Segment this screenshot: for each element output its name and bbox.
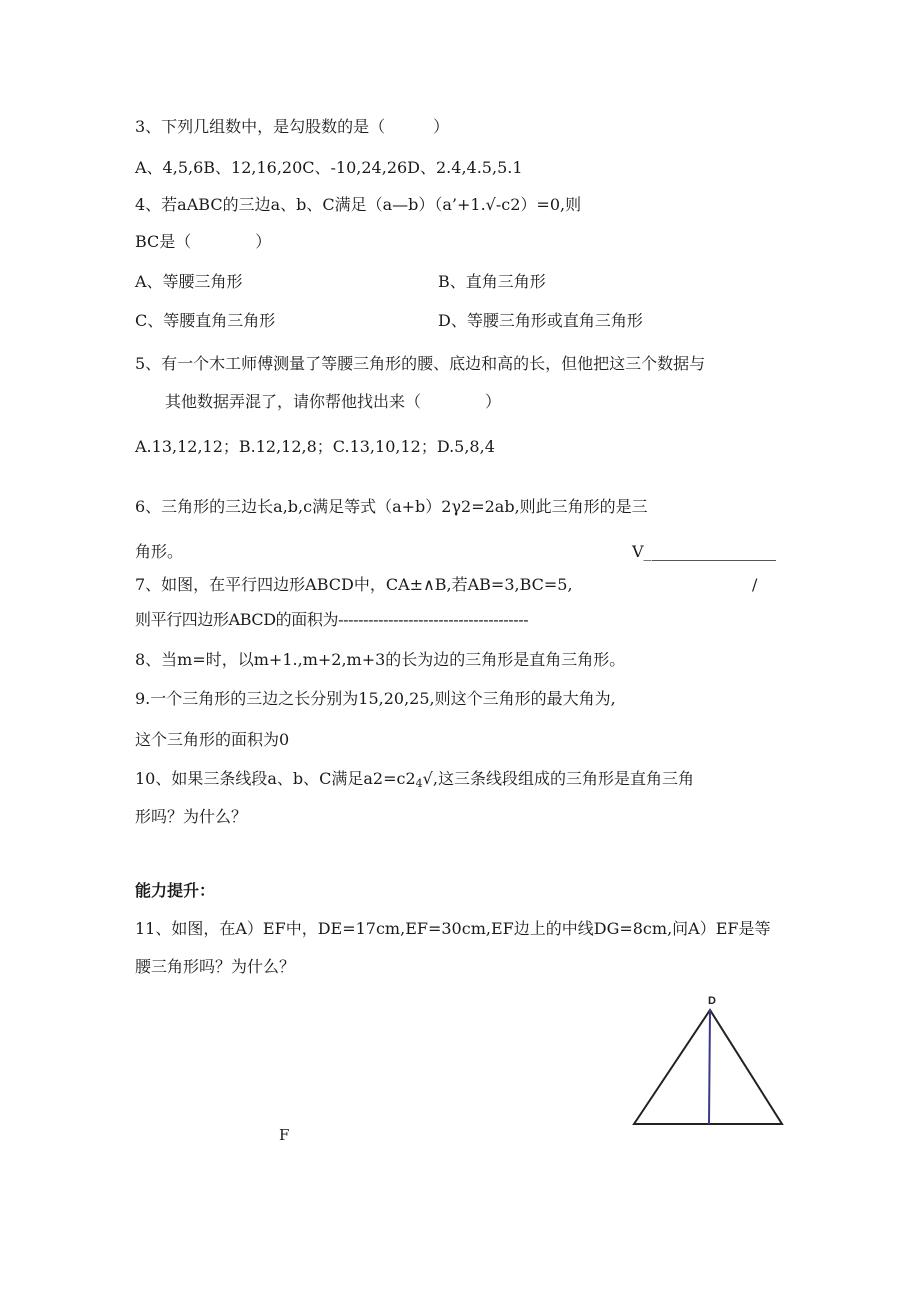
- q5-options: A.13,12,12；B.12,12,8；C.13,10,12；D.5,8,4: [135, 437, 495, 456]
- q8-stem: 8、当m=时，以m+1.,m+2,m+3的长为边的三角形是直角三角形。: [135, 650, 626, 669]
- q6-answer-mark: V_: [632, 542, 652, 561]
- q5-stem: 5、有一个木工师傅测量了等腰三角形的腰、底边和高的长，但他把这三个数据与: [135, 354, 706, 373]
- q4-option-a: A、等腰三角形: [135, 272, 243, 291]
- q10-stem-part-b: √,这三条线段组成的三角形是直角三角: [422, 769, 694, 788]
- q9-stem-cont: 这个三角形的面积为0: [135, 730, 290, 749]
- vertex-label-d: D: [708, 995, 716, 1007]
- median-dg: [709, 1010, 710, 1124]
- triangle-figure: [628, 990, 788, 1130]
- q10-stem: [135, 769, 694, 794]
- q4-option-b: B、直角三角形: [438, 272, 546, 291]
- q11-stem-cont: 腰三角形吗？为什么？: [135, 957, 296, 976]
- section-title: 能力提升：: [135, 881, 216, 900]
- q10-stem-cont: 形吗？为什么？: [135, 807, 248, 826]
- q4-option-c: C、等腰直角三角形: [135, 311, 276, 330]
- figure-label-f: F: [279, 1126, 290, 1144]
- q3-stem: 3、下列几组数中，是勾股数的是（ ）: [135, 117, 450, 136]
- q4-stem: 4、若aABC的三边a、b、C满足（a—b）（a’+1.√-c2）=0,则: [135, 195, 582, 214]
- triangle-def: [634, 1010, 782, 1124]
- q6-answer-line: [652, 560, 776, 561]
- q11-stem: 11、如图，在A）EF中，DE=17cm,EF=30cm,EF边上的中线DG=8cm,问A）EF是等: [135, 919, 771, 938]
- q5-stem-cont: 其他数据弄混了，请你帮他找出来（ ）: [165, 392, 502, 411]
- q10-subscript: 4: [415, 777, 423, 790]
- q7-stem: 7、如图，在平行四边形ABCD中，CA±∧B,若AB=3,BC=5,: [135, 575, 573, 594]
- q4-option-d: D、等腰三角形或直角三角形: [438, 311, 643, 330]
- q7-stem-cont: 则平行四边形ABCD的面积为--------------------------------------: [135, 610, 529, 629]
- q6-stem-cont: 角形。: [135, 542, 184, 561]
- q9-stem: 9.一个三角形的三边之长分别为15,20,25,则这个三角形的最大角为,: [135, 689, 616, 708]
- q7-figure-slash: /: [752, 575, 758, 594]
- q3-options: A、4,5,6B、12,16,20C、-10,24,26D、2.4,4.5,5.1: [135, 158, 523, 177]
- q6-stem: 6、三角形的三边长a,b,c满足等式（a+b）2γ2=2ab,则此三角形的是三: [135, 497, 648, 516]
- q10-stem-part-a: 10、如果三条线段a、b、C满足a2=c2: [135, 769, 416, 788]
- q4-stem-cont: BC是（ ）: [135, 232, 272, 251]
